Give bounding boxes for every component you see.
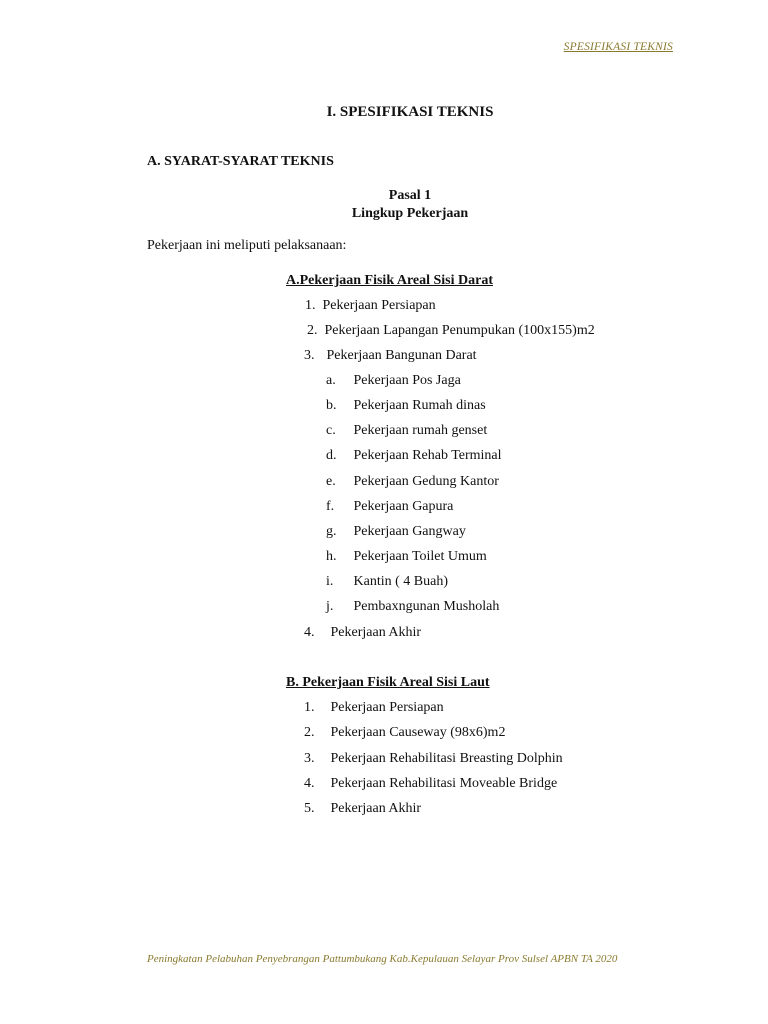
- part-a-subitem: [326, 474, 499, 490]
- list-number: 1.: [305, 298, 316, 313]
- list-label: Pekerjaan Rehabilitasi Moveable Bridge: [330, 776, 558, 791]
- list-label: Pekerjaan Bangunan Darat: [326, 348, 477, 363]
- list-letter: g.: [326, 524, 337, 539]
- list-label: Pekerjaan Akhir: [330, 801, 422, 816]
- list-label: Pekerjaan Persiapan: [330, 700, 444, 715]
- intro-text: Pekerjaan ini meliputi pelaksanaan:: [147, 238, 347, 253]
- list-label: Pekerjaan Gedung Kantor: [353, 474, 499, 489]
- part-a-subitem: [326, 549, 487, 565]
- list-number: 1.: [304, 700, 315, 715]
- list-label: Pekerjaan Rehab Terminal: [353, 448, 502, 463]
- list-number: 4.: [304, 625, 315, 640]
- part-a-item: [304, 348, 477, 364]
- list-number: 4.: [304, 776, 315, 791]
- pasal-title: Lingkup Pekerjaan: [351, 206, 469, 221]
- list-letter: d.: [326, 448, 337, 463]
- part-a-subitem: [326, 524, 466, 540]
- part-a-subitem: [326, 574, 448, 590]
- list-label: Pekerjaan Persiapan: [322, 298, 436, 313]
- part-b-item: [304, 776, 557, 792]
- part-b-item: [304, 725, 505, 741]
- part-a-item: [307, 323, 595, 339]
- list-label: Pekerjaan Gangway: [353, 524, 466, 539]
- list-letter: a.: [326, 373, 336, 388]
- list-label: Pekerjaan Rumah dinas: [353, 398, 486, 413]
- document-title: I. SPESIFIKASI TEKNIS: [326, 104, 494, 120]
- list-number: 2.: [307, 323, 318, 338]
- list-label: Pekerjaan Akhir: [330, 625, 422, 640]
- part-a-item: [304, 625, 421, 641]
- part-b-heading: B. Pekerjaan Fisik Areal Sisi Laut: [286, 675, 490, 690]
- list-letter: j.: [326, 599, 334, 614]
- part-b-item: [304, 700, 444, 716]
- part-a-subitem: [326, 448, 502, 464]
- part-a-subitem: [326, 423, 487, 439]
- part-a-subitem: [326, 499, 453, 515]
- page-header: SPESIFIKASI TEKNIS: [563, 41, 673, 53]
- list-number: 2.: [304, 725, 315, 740]
- part-a-item: [305, 298, 436, 314]
- section-title: A. SYARAT-SYARAT TEKNIS: [147, 154, 334, 169]
- page-footer: Peningkatan Pelabuhan Penyebrangan Pattumbukang Kab.Kepulauan Selayar Prov Sulsel APBN TA 2020: [147, 953, 618, 965]
- list-number: 5.: [304, 801, 315, 816]
- list-label: Pekerjaan Lapangan Penumpukan (100x155)m2: [324, 323, 595, 338]
- list-letter: e.: [326, 474, 336, 489]
- list-number: 3.: [304, 751, 315, 766]
- list-letter: b.: [326, 398, 337, 413]
- list-letter: c.: [326, 423, 336, 438]
- list-letter: i.: [326, 574, 334, 589]
- part-a-subitem: [326, 599, 499, 615]
- list-label: Pekerjaan Gapura: [353, 499, 454, 514]
- part-a-subitem: [326, 373, 461, 389]
- part-a-heading: A.Pekerjaan Fisik Areal Sisi Darat: [286, 273, 494, 288]
- list-label: Pekerjaan rumah genset: [353, 423, 488, 438]
- part-b-item: [304, 751, 563, 767]
- list-label: Pekerjaan Rehabilitasi Breasting Dolphin: [330, 751, 563, 766]
- list-letter: f.: [326, 499, 335, 514]
- part-a-subitem: [326, 398, 486, 414]
- list-label: Pekerjaan Causeway (98x6)m2: [330, 725, 506, 740]
- part-b-item: [304, 801, 421, 817]
- list-label: Kantin ( 4 Buah): [353, 574, 448, 589]
- list-label: Pekerjaan Toilet Umum: [353, 549, 487, 564]
- list-letter: h.: [326, 549, 337, 564]
- list-label: Pekerjaan Pos Jaga: [353, 373, 461, 388]
- pasal-number: Pasal 1: [388, 188, 432, 203]
- list-number: 3.: [304, 348, 315, 363]
- list-label: Pembaxngunan Musholah: [353, 599, 500, 614]
